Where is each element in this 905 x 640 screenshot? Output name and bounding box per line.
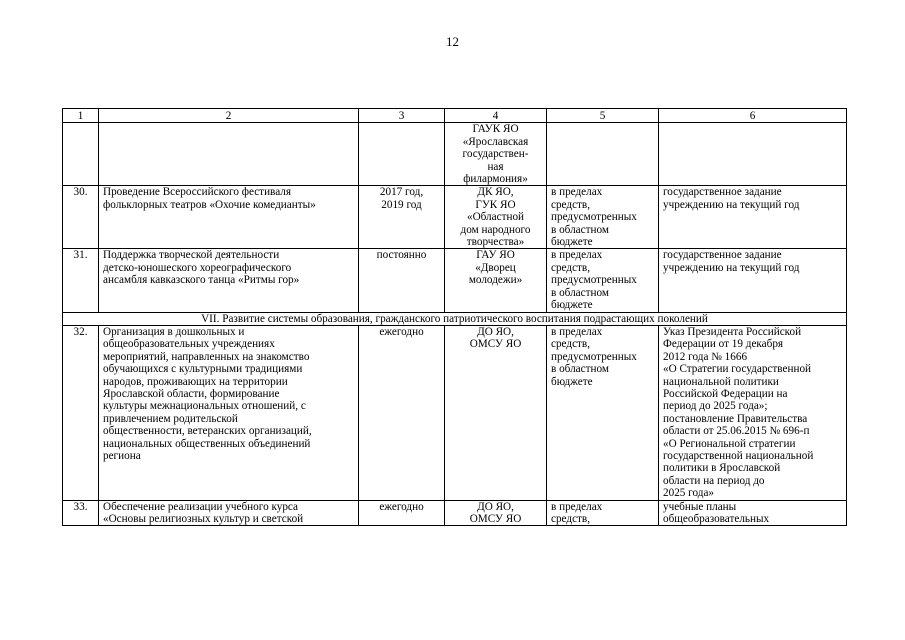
funding-cell: в пределах средств, предусмотренных в областном бюджете	[547, 325, 659, 500]
table-header-row	[63, 109, 847, 123]
table-row	[63, 500, 847, 526]
period-cell: 2017 год, 2019 год	[359, 186, 445, 249]
basis-cell: государственное задание учреждению на текущий год	[659, 186, 847, 249]
column-header: 6	[659, 109, 847, 123]
period-cell: ежегодно	[359, 325, 445, 500]
activity-cell: Обеспечение реализации учебного курса «Основы религиозных культур и светской	[99, 500, 359, 526]
executor-cell: ДО ЯО, ОМСУ ЯО	[445, 325, 547, 500]
funding-cell: в пределах средств, предусмотренных в областном бюджете	[547, 249, 659, 312]
basis-cell: учебные планы общеобразовательных	[659, 500, 847, 526]
row-number: 30.	[63, 186, 99, 249]
plan-table	[62, 108, 847, 526]
executor-cell: ГАУК ЯО «Ярославская государствен- ная филармония»	[445, 123, 547, 186]
basis-cell: Указ Президента Российской Федерации от 19 декабря 2012 года № 1666 «О Стратегии государственной национальной политики Российской Федерации на период до 2025 года»; постановление Правительства области от 25.06.2015 № 696-п «О Региональной стратегии государственной национальной политики в Ярославской области на период до 2025 года»	[659, 325, 847, 500]
column-header: 4	[445, 109, 547, 123]
table-row	[63, 249, 847, 312]
section-row	[63, 312, 847, 325]
funding-cell: в пределах средств, предусмотренных в областном бюджете	[547, 186, 659, 249]
activity-cell: Поддержка творческой деятельности детско-юношеского хореографического ансамбля кавказского танца «Ритмы гор»	[99, 249, 359, 312]
table-row	[63, 325, 847, 500]
period-cell: постоянно	[359, 249, 445, 312]
executor-cell: ДО ЯО, ОМСУ ЯО	[445, 500, 547, 526]
funding-cell	[547, 123, 659, 186]
executor-cell: ГАУ ЯО «Дворец молодежи»	[445, 249, 547, 312]
row-number: 31.	[63, 249, 99, 312]
row-number: 32.	[63, 325, 99, 500]
period-cell: ежегодно	[359, 500, 445, 526]
section-heading: VII. Развитие системы образования, гражданского патриотического воспитания подрастающих поколений	[63, 312, 847, 325]
activity-cell: Организация в дошкольных и общеобразовательных учреждениях мероприятий, направленных на знакомство обучающихся с культурными традициями народов, проживающих на территории Ярославской области, формирование культуры межнациональных отношений, с привлечением родительской общественности, ветеранских организаций, национальных общественных объединений региона	[99, 325, 359, 500]
column-header: 5	[547, 109, 659, 123]
activity-cell	[99, 123, 359, 186]
basis-cell: государственное задание учреждению на текущий год	[659, 249, 847, 312]
executor-cell: ДК ЯО, ГУК ЯО «Областной дом народного творчества»	[445, 186, 547, 249]
period-cell	[359, 123, 445, 186]
column-header: 3	[359, 109, 445, 123]
row-number: 33.	[63, 500, 99, 526]
table-row	[63, 186, 847, 249]
row-number	[63, 123, 99, 186]
page-number: 12	[446, 34, 459, 49]
table-row	[63, 123, 847, 186]
funding-cell: в пределах средств,	[547, 500, 659, 526]
activity-cell: Проведение Всероссийского фестиваля фольклорных театров «Охочие комедианты»	[99, 186, 359, 249]
basis-cell	[659, 123, 847, 186]
column-header: 2	[99, 109, 359, 123]
column-header: 1	[63, 109, 99, 123]
